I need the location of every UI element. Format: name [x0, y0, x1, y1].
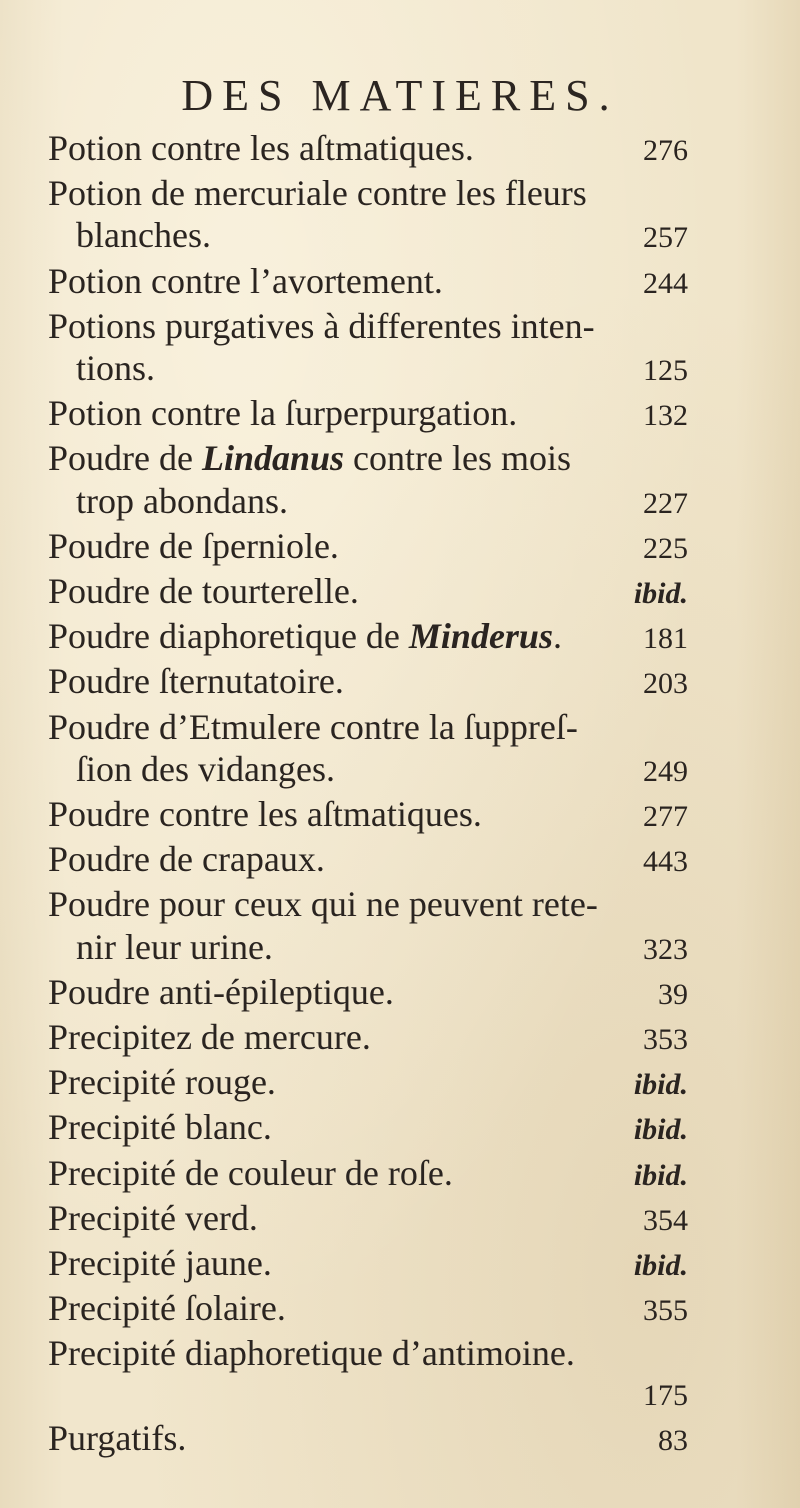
entry-text: Precipité diaphoretique d’antimoine. [48, 1333, 575, 1374]
entry-text: Potion contre les aſtmatiques. [48, 128, 474, 168]
index-entry [48, 615, 688, 660]
index-entry [48, 437, 688, 524]
page-number: 276 [643, 134, 688, 167]
entry-text-continued: trop abondans. [76, 480, 288, 521]
entry-text: Poudre d’Etmulere contre la ſuppreſ- [48, 706, 578, 747]
entry-text: Precipité blanc. [48, 1107, 272, 1148]
entry-text: Potion contre la ſurperpurgation. [48, 393, 518, 434]
entry-text-continued: tions. [76, 348, 156, 389]
entry-text: Poudre de crapaux. [48, 839, 325, 880]
page-number: 39 [658, 977, 688, 1011]
page-number: 355 [643, 1294, 688, 1328]
entry-text: Potion contre l’avortement. [48, 260, 443, 301]
entry-text: Precipitez de mercure. [48, 1017, 371, 1058]
index-entry [48, 1197, 688, 1242]
entry-text-continued: nir leur urine. [76, 926, 273, 967]
entry-text: Poudre anti-épileptique. [48, 971, 394, 1012]
index-entry [48, 706, 688, 793]
page-number: ibid. [633, 577, 688, 611]
index-entry [48, 305, 688, 392]
entry-text: Poudre contre les aſtmatiques. [48, 794, 482, 835]
author-name: Lindanus [201, 438, 345, 479]
entry-text-part: Poudre de [48, 438, 193, 479]
page-number: 227 [643, 486, 688, 520]
entry-text: Purgatifs. [48, 1417, 187, 1458]
index-entry [48, 838, 688, 883]
page-number: 277 [643, 800, 688, 834]
page-number: 354 [643, 1203, 688, 1237]
running-header: DES MATIERES. [181, 71, 619, 120]
page-number: 244 [643, 266, 688, 300]
index-entry [48, 1242, 688, 1287]
page-number: ibid. [633, 1068, 688, 1102]
index-entry [48, 392, 688, 437]
index-entry [48, 1417, 688, 1462]
author-name: Minderus [408, 616, 553, 657]
entry-text: Poudre ſternutatoire. [48, 661, 344, 702]
index-entries [48, 127, 688, 1462]
index-entry [48, 260, 688, 305]
entry-text-part: . [552, 616, 562, 657]
page-number: 257 [643, 221, 688, 255]
entry-text: Potion de mercuriale contre les fleurs [48, 173, 587, 214]
entry-text: Poudre pour ceux qui ne peuvent rete- [48, 884, 598, 925]
index-entry [48, 971, 688, 1016]
entry-text: Precipité ſolaire. [48, 1288, 286, 1329]
entry-text: Potions purgatives à differentes inten- [48, 305, 595, 346]
page-number: 181 [643, 622, 688, 656]
index-entry [48, 1332, 688, 1416]
page-number: 83 [658, 1423, 688, 1457]
index-entry [48, 1287, 688, 1332]
index-entry [48, 570, 688, 615]
index-entry [48, 1152, 688, 1197]
entry-text-continued: ſion des vidanges. [76, 748, 335, 789]
page-number: 323 [643, 932, 688, 966]
page-number: 125 [643, 354, 688, 388]
index-entry [48, 793, 688, 838]
page-number: ibid. [633, 1249, 688, 1283]
entry-text-part: Poudre diaphoretique de [48, 616, 400, 657]
entry-text-continued: blanches. [76, 215, 211, 256]
page-number: 353 [643, 1023, 688, 1057]
entry-text: Precipité de couleur de roſe. [48, 1152, 453, 1193]
index-entry [48, 1061, 688, 1106]
entry-text [48, 437, 571, 479]
index-entry [48, 1106, 688, 1151]
entry-text: Poudre de tourterelle. [48, 571, 359, 612]
page-number: 249 [643, 754, 688, 788]
page-number: 225 [643, 531, 688, 565]
entry-text [48, 615, 562, 657]
entry-text: Precipité jaune. [48, 1243, 272, 1284]
entry-text-part: contre les mois [353, 438, 571, 479]
index-entry [48, 660, 688, 705]
index-entry [48, 525, 688, 570]
page-number: 443 [643, 845, 688, 879]
index-entry [48, 172, 688, 259]
page-number: 132 [643, 399, 688, 433]
page-number: ibid. [633, 1113, 688, 1147]
index-entry [48, 883, 688, 970]
entry-text: Poudre de ſperniole. [48, 525, 339, 566]
page-number: 203 [643, 667, 688, 701]
page-number: ibid. [633, 1158, 688, 1192]
index-entry [48, 1016, 688, 1061]
page-number: 175 [643, 1378, 688, 1412]
entry-text: Precipité verd. [48, 1197, 258, 1238]
entry-text: Precipité rouge. [48, 1062, 276, 1103]
index-entry [48, 127, 688, 172]
